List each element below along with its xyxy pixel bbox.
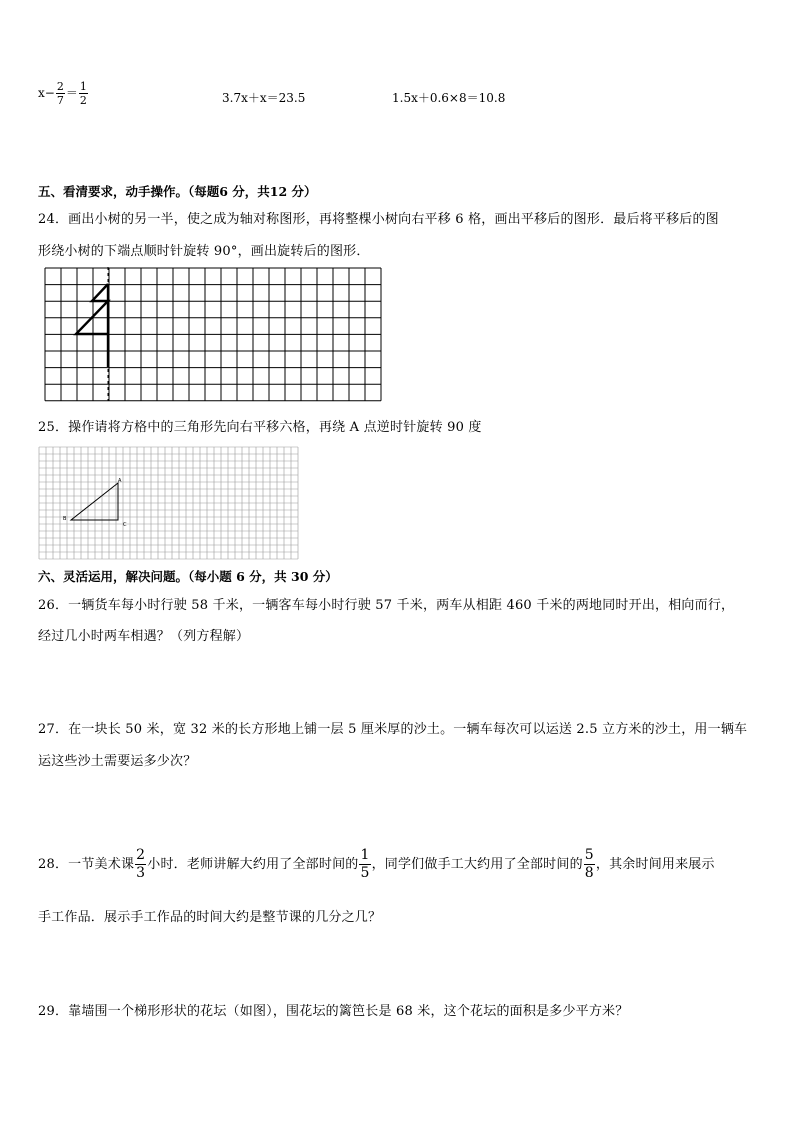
q25-text: 25．操作请将方格中的三角形先向右平移六格，再绕 A 点逆时针旋转 90 度 [38,420,482,435]
q26-text-line2: 经过几小时两车相遇？（列方程解） [38,629,250,644]
equation-3: 1.5x＋0.6×8＝10.8 [392,91,506,105]
half-tree-shape [76,284,108,334]
q29-text: 29．靠墙围一个梯形形状的花坛（如图），围花坛的篱笆长是 68 米，这个花坛的面积是多少平方米？ [38,1004,629,1019]
q28-fraction-5-8: $\frac{5}{8}$ [584,847,594,881]
triangle-abc [71,483,118,520]
label-b: B [63,516,67,522]
q28-text-line1: 28．一节美术课 $\frac{2}{3}$ 小时．老师讲解大约用了全部时间的 $\frac{1}{5}$ ，同学们做手工大约用了全部时间的 $\frac{5}{8}$ ，其余时间用来展示 [38,847,715,881]
q27-text-line1: 27．在一块长 50 米，宽 32 米的长方形地上铺一层 5 厘米厚的沙土。一辆车每次可以运送 2.5 立方米的沙土，用一辆车 [38,722,748,737]
equation-1: x− $\frac{2}{7}$ ＝ $\frac{1}{2}$ [38,80,87,107]
q24-text-line1: 24．画出小树的另一半，使之成为轴对称图形，再将整棵小树向右平移 6 格，画出平移后的图形．最后将平移后的图 [38,212,719,227]
label-c: C [123,522,127,528]
eq1-fraction-b: $\frac{1}{2}$ [79,80,87,107]
section5-title: 五、看清要求，动手操作。（每题6 分，共12 分） [38,184,317,199]
equation-2: 3.7x＋x＝23.5 [222,91,306,105]
q28-text-line2: 手工作品．展示手工作品的时间大约是整节课的几分之几？ [38,910,382,925]
q28-fraction-1-5: $\frac{1}{5}$ [360,847,370,881]
eq1-fraction-a: $\frac{2}{7}$ [56,80,64,107]
q26-text-line1: 26．一辆货车每小时行驶 58 千米，一辆客车每小时行驶 57 千米，两车从相距 460 千米的两地同时开出，相向而行， [38,598,735,613]
q27-text-line2: 运这些沙土需要运多少次？ [38,754,197,769]
tree-grid [44,267,382,403]
label-a: A [118,478,122,484]
q28-fraction-2-3: $\frac{2}{3}$ [136,847,146,881]
section6-title: 六、灵活运用，解决问题。（每小题 6 分，共 30 分） [38,569,338,584]
eq1-prefix: x− [38,86,55,100]
q24-text-line2: 形绕小树的下端点顺时针旋转 90°，画出旋转后的图形． [38,244,370,259]
triangle-grid [38,446,300,560]
